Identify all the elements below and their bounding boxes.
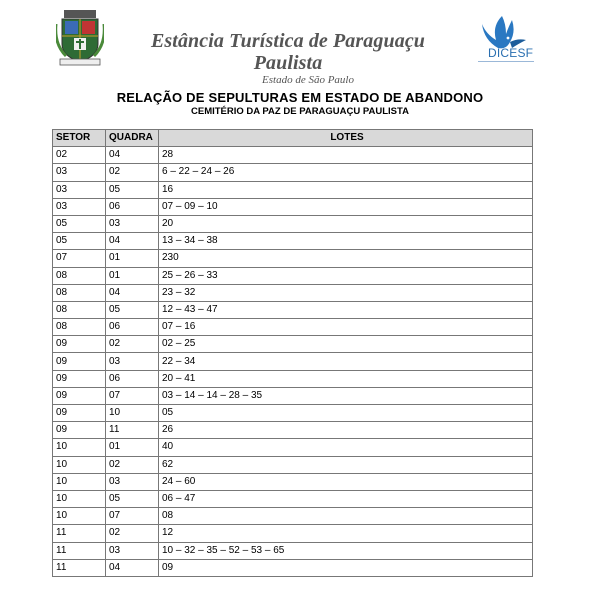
lotes-cell: 06 – 47 (159, 490, 533, 507)
letterhead-title-block (118, 30, 458, 86)
quadra-cell: 03 (106, 215, 159, 232)
lotes-cell: 10 – 32 – 35 – 52 – 53 – 65 (159, 542, 533, 559)
setor-cell: 08 (53, 284, 106, 301)
setor-cell: 10 (53, 473, 106, 490)
column-header-quadra: QUADRA (106, 130, 159, 147)
lotes-cell: 09 (159, 559, 533, 576)
table-row (53, 147, 533, 164)
lotes-cell: 62 (159, 456, 533, 473)
table-row (53, 181, 533, 198)
table-row (53, 250, 533, 267)
setor-cell: 03 (53, 198, 106, 215)
quadra-cell: 07 (106, 508, 159, 525)
setor-cell: 09 (53, 353, 106, 370)
city-coat-of-arms-icon (56, 10, 104, 66)
table-row (53, 559, 533, 576)
setor-cell: 09 (53, 336, 106, 353)
table-header (53, 130, 533, 147)
quadra-cell: 07 (106, 387, 159, 404)
quadra-cell: 02 (106, 456, 159, 473)
document-subtitle: CEMITÉRIO DA PAZ DE PARAGUAÇU PAULISTA (191, 106, 409, 117)
setor-cell: 09 (53, 422, 106, 439)
setor-cell: 08 (53, 319, 106, 336)
lotes-cell: 20 – 41 (159, 370, 533, 387)
quadra-cell: 05 (106, 490, 159, 507)
lotes-cell: 07 – 16 (159, 319, 533, 336)
table-row (53, 164, 533, 181)
table-row (53, 198, 533, 215)
lotes-cell: 28 (159, 147, 533, 164)
quadra-cell: 03 (106, 473, 159, 490)
setor-cell: 10 (53, 439, 106, 456)
setor-cell: 07 (53, 250, 106, 267)
lotes-cell: 26 (159, 422, 533, 439)
quadra-cell: 01 (106, 250, 159, 267)
state-subtitle: Estado de São Paulo (262, 74, 354, 86)
table-row (53, 284, 533, 301)
quadra-cell: 04 (106, 233, 159, 250)
lotes-cell: 40 (159, 439, 533, 456)
quadra-cell: 02 (106, 525, 159, 542)
graves-table (52, 129, 533, 577)
lotes-cell: 6 – 22 – 24 – 26 (159, 164, 533, 181)
table-row (53, 456, 533, 473)
column-header-lotes: LOTES (159, 130, 533, 147)
setor-cell: 09 (53, 405, 106, 422)
setor-cell: 10 (53, 490, 106, 507)
setor-cell: 05 (53, 233, 106, 250)
table-header-row (53, 130, 533, 147)
table-row (53, 490, 533, 507)
quadra-cell: 10 (106, 405, 159, 422)
setor-cell: 09 (53, 370, 106, 387)
lotes-cell: 03 – 14 – 14 – 28 – 35 (159, 387, 533, 404)
lotes-cell: 12 – 43 – 47 (159, 301, 533, 318)
table-row (53, 508, 533, 525)
table-row (53, 301, 533, 318)
lotes-cell: 12 (159, 525, 533, 542)
setor-cell: 08 (53, 267, 106, 284)
lotes-cell: 08 (159, 508, 533, 525)
quadra-cell: 01 (106, 267, 159, 284)
quadra-cell: 02 (106, 336, 159, 353)
table-row (53, 387, 533, 404)
lotes-cell: 16 (159, 181, 533, 198)
quadra-cell: 03 (106, 353, 159, 370)
table-row (53, 267, 533, 284)
lotes-cell: 22 – 34 (159, 353, 533, 370)
lotes-cell: 07 – 09 – 10 (159, 198, 533, 215)
table-row (53, 215, 533, 232)
setor-cell: 08 (53, 301, 106, 318)
quadra-cell: 05 (106, 301, 159, 318)
setor-cell: 10 (53, 508, 106, 525)
quadra-cell: 02 (106, 164, 159, 181)
quadra-cell: 11 (106, 422, 159, 439)
city-title: Estância Turística de Paraguaçu Paulista (150, 30, 426, 74)
letterhead (0, 0, 600, 86)
quadra-cell: 04 (106, 284, 159, 301)
document-title: RELAÇÃO DE SEPULTURAS EM ESTADO DE ABANDONO (116, 90, 484, 105)
setor-cell: 10 (53, 456, 106, 473)
table-row (53, 473, 533, 490)
table-row (53, 353, 533, 370)
quadra-cell: 06 (106, 370, 159, 387)
setor-cell: 11 (53, 542, 106, 559)
table-row (53, 319, 533, 336)
dicesf-logo-underline (478, 60, 534, 63)
setor-cell: 03 (53, 164, 106, 181)
table-row (53, 370, 533, 387)
quadra-cell: 03 (106, 542, 159, 559)
lotes-cell: 13 – 34 – 38 (159, 233, 533, 250)
lotes-cell: 05 (159, 405, 533, 422)
lotes-cell: 23 – 32 (159, 284, 533, 301)
quadra-cell: 06 (106, 198, 159, 215)
lotes-cell: 20 (159, 215, 533, 232)
table-row (53, 525, 533, 542)
setor-cell: 11 (53, 525, 106, 542)
quadra-cell: 04 (106, 559, 159, 576)
setor-cell: 03 (53, 181, 106, 198)
table-row (53, 405, 533, 422)
dicesf-logo-text: DICESF (488, 46, 534, 60)
column-header-setor: SETOR (53, 130, 106, 147)
setor-cell: 05 (53, 215, 106, 232)
quadra-cell: 06 (106, 319, 159, 336)
setor-cell: 09 (53, 387, 106, 404)
table-row (53, 336, 533, 353)
quadra-cell: 01 (106, 439, 159, 456)
lotes-cell: 230 (159, 250, 533, 267)
setor-cell: 02 (53, 147, 106, 164)
table-row (53, 422, 533, 439)
quadra-cell: 04 (106, 147, 159, 164)
table-row (53, 439, 533, 456)
lotes-cell: 02 – 25 (159, 336, 533, 353)
table-row (53, 542, 533, 559)
setor-cell: 11 (53, 559, 106, 576)
quadra-cell: 05 (106, 181, 159, 198)
table-body (53, 147, 533, 577)
lotes-cell: 24 – 60 (159, 473, 533, 490)
table-row (53, 233, 533, 250)
lotes-cell: 25 – 26 – 33 (159, 267, 533, 284)
